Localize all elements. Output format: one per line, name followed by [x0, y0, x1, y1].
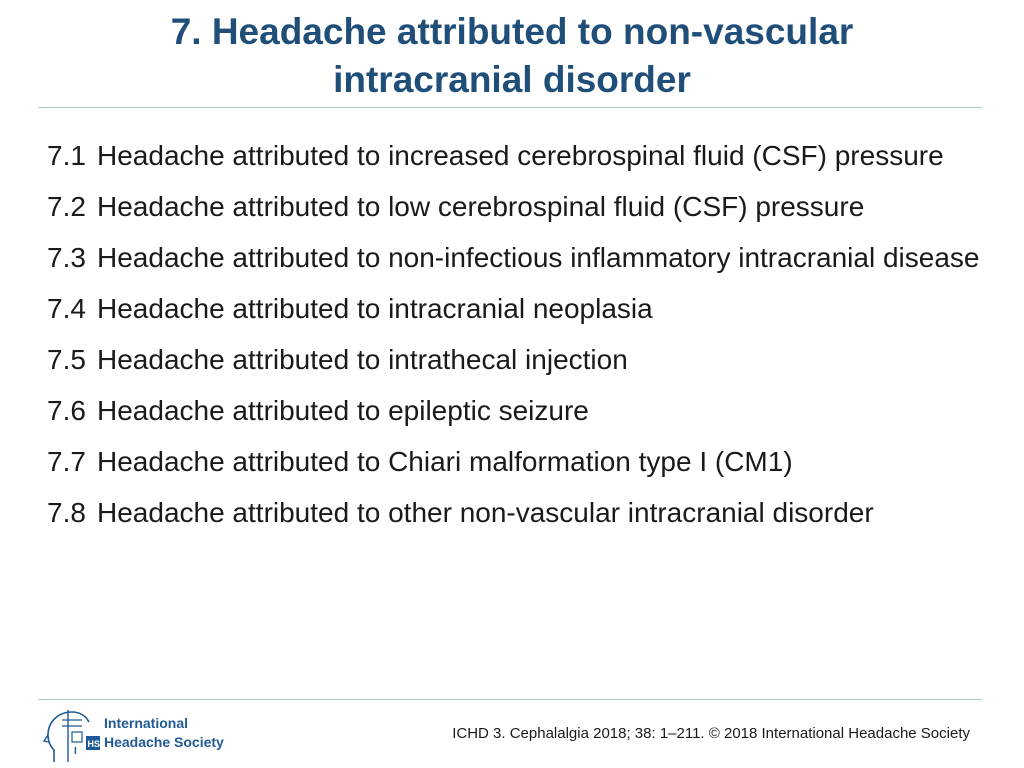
logo-line-2: Headache Society: [104, 734, 224, 750]
item-text: Headache attributed to increased cerebrospinal fluid (CSF) pressure: [97, 140, 944, 171]
item-number: 7.3: [47, 242, 86, 273]
item-number: 7.7: [47, 446, 86, 477]
list-item-7-5: [47, 342, 997, 378]
title-divider: [38, 107, 982, 108]
item-number: 7.8: [47, 497, 86, 528]
list-item-7-2: [47, 189, 997, 225]
list-item-7-4: [47, 291, 997, 327]
title-line-2: intracranial disorder: [333, 59, 691, 100]
logo-line-1: International: [104, 715, 189, 731]
item-number: 7.6: [47, 395, 86, 426]
item-text: Headache attributed to intracranial neoplasia: [97, 293, 653, 324]
svg-text:HS: HS: [87, 739, 101, 749]
item-number: 7.1: [47, 140, 86, 171]
item-text: Headache attributed to epileptic seizure: [97, 395, 589, 426]
svg-text:I: I: [74, 746, 77, 757]
item-text: Headache attributed to Chiari malformation type I (CM1): [97, 446, 793, 477]
list-item-7-8: [47, 495, 997, 531]
item-text: Headache attributed to other non-vascular intracranial disorder: [97, 497, 874, 528]
citation: ICHD 3. Cephalalgia 2018; 38: 1–211. © 2018 International Headache Society: [452, 725, 970, 742]
logo-text: [104, 714, 224, 752]
slide-title: [40, 8, 984, 104]
item-text: Headache attributed to low cerebrospinal fluid (CSF) pressure: [97, 191, 865, 222]
classification-list: [47, 138, 997, 546]
item-number: 7.5: [47, 344, 86, 375]
list-item-7-1: [47, 138, 997, 174]
ihs-logo: [42, 708, 232, 764]
list-item-7-7: [47, 444, 997, 480]
footer-divider: [38, 699, 982, 700]
list-item-7-6: [47, 393, 997, 429]
title-line-1: 7. Headache attributed to non-vascular: [170, 11, 854, 52]
item-number: 7.2: [47, 191, 86, 222]
item-number: 7.4: [47, 293, 86, 324]
list-item-7-3: [47, 240, 997, 276]
ihs-head-logo-icon: [42, 708, 102, 764]
item-text: Headache attributed to non-infectious inflammatory intracranial disease: [97, 242, 980, 273]
item-text: Headache attributed to intrathecal injection: [97, 344, 628, 375]
